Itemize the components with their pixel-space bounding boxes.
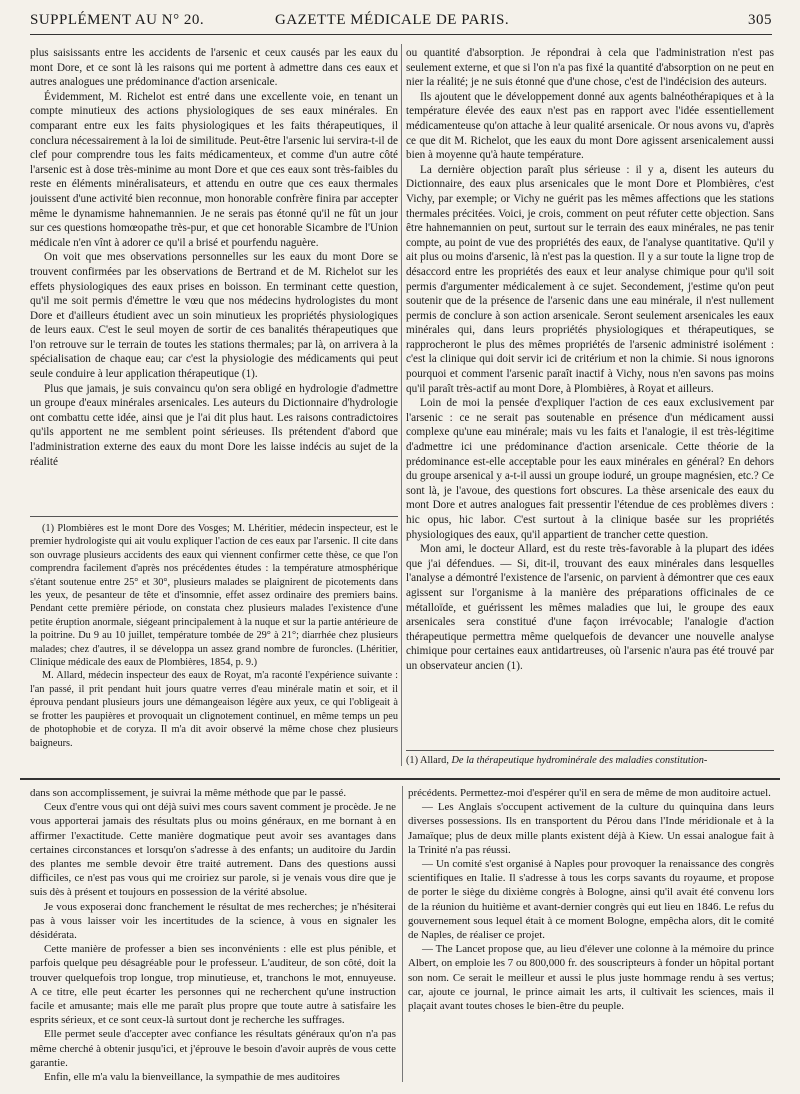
section-divider bbox=[20, 778, 780, 780]
footnote-title: De la thérapeutique hydrominérale des maladies constitution- bbox=[451, 755, 708, 766]
column-divider bbox=[401, 44, 402, 766]
news-item: — Les Anglais s'occupent activement de la culture du quinquina dans leurs diverses possessions. Ils en transportent du Pérou dans l'Inde méridionale et à la Jamaïque; plus de deux mille plants existent déjà à Kiew. Un essai analogue fait à la Trinité n'a pas réussi. bbox=[408, 801, 774, 856]
news-item: — Un comité s'est organisé à Naples pour provoquer la renaissance des congrès scientifiques en Italie. Il s'adresse à tous les corps savants du royaume, et propose de porter le siège du dixième congrès à Bologne, ainsi qu'il avait été convenu lors de la réunion du huitième et avant-dernier congrès qui eut lieu en 1846. Le refus du gouvernement sous lequel était à ce moment Bologne, empêcha alors, dit le comité de Naples, de réaliser ce projet. bbox=[408, 858, 774, 942]
footnote-number: (1) Allard, bbox=[406, 755, 449, 766]
paragraph: Ils ajoutent que le développement donné aux agents balnéothérapiques et à la température élevée des eaux n'est pas en rapport avec l'idée essentiellement médicamenteuse qu'on attache à leur qualité arsenicale. Or nous avons vu, d'après ce que dit M. Richelot, que les eaux du mont Dore agissent arsenicalement aussi bien à moyenne qu'à haute température. bbox=[406, 90, 774, 162]
paragraph: plus saisissants entre les accidents de l'arsenic et ceux causés par les eaux du mont Dore, et ce sont là les raisons qui me portent à admettre dans ces eaux et autres analogues une prédominance d'action arsenicale. bbox=[30, 47, 398, 89]
paragraph: précédents. Permettez-moi d'espérer qu'il en sera de même de mon auditoire actuel. bbox=[408, 787, 771, 799]
column-bottom-left bbox=[30, 786, 396, 1082]
supplement-label: SUPPLÉMENT AU N° 20. bbox=[30, 12, 205, 28]
footnote-right bbox=[406, 750, 774, 772]
running-header bbox=[30, 10, 772, 35]
paragraph: Ceux d'entre vous qui ont déjà suivi mes cours savent comment je procède. Je ne vous apporterai jamais des résultats plus ou moins généraux, en me bornant à en affirmer l'exactitude. Cette manière dogmatique peut avoir ses avantages dans certaines circonstances et lorsqu'on s'adresse à des enfants; un auditoire du Jardin des plantes me semble devoir être traité autrement. Dans des questions aussi difficiles, ce n'est pas vous qui me croiriez sur parole, si je venais vous dire que je suis dès à présent et toujours en possession de la vérité absolue. bbox=[30, 801, 396, 899]
paragraph: dans son accomplissement, je suivrai la même méthode que par le passé. bbox=[30, 787, 347, 799]
paragraph: Plus que jamais, je suis convaincu qu'on sera obligé en hydrologie d'admettre un groupe d'eaux minérales arsenicales. Les auteurs du Dictionnaire d'hydrologie ont combattu cette idée, ainsi que je l'ai dit plus haut. Les raisons contradictoires qu'ils apportent ne me semblent point sérieuses. Ils prétendent d'abord que l'administration externe des eaux du mont Dore les laisse indécis au sujet de la réalité bbox=[30, 382, 398, 468]
paragraph: Elle permet seule d'accepter avec confiance les résultats généraux qu'on n'a pas même cherché à obtenir jusqu'ici, et j'éprouve le besoin d'avoir auprès de vous cette garantie. bbox=[30, 1028, 396, 1069]
footnote: (1) Plombières est le mont Dore des Vosges; M. Lhéritier, médecin inspecteur, est le premier hydrologiste qui ait voulu expliquer l'action de ces eaux par l'arsenic. Il cite dans son ouvrage plusieurs accidents des eaux qui viennent confirmer cette thèse, ce que l'on comprendra facilement d'après nos précédentes études : la température atmosphérique s'étant soutenue entre 25° et 30°, plusieurs malades se plaignirent de picotements dans les yeux, de pesanteur de tête et d'insomnie, effet assez ordinaire des premiers bains. Pendant cette première période, on constata chez plusieurs malades l'existence d'une petite éruption anormale, siégeant principalement à la nuque et sur la partie antérieure de la poitrine. Du 9 au 10 juillet, température tombée de 29° à 21°; diarrhée chez plusieurs malades; chez d'autres, il se développa un assez grand nombre de furoncles. (Lhéritier, Clinique médicale des eaux de Plombières, 1854, p. 9.) bbox=[30, 523, 398, 669]
paragraph: Enfin, elle m'a valu la bienveillance, la sympathie de mes auditoires bbox=[44, 1071, 340, 1082]
paragraph: Mon ami, le docteur Allard, est du reste très-favorable à la plupart des idées que j'ai défendues. — Si, dit-il, trouvant des eaux minérales dans lesquelles l'analyse a démontré l'existence de l'arsenic, on parvient à démontrer que ces eaux agissent sur l'organisme à la manière des préparations officinales de ce métalloïde, et guérissent les mêmes maladies que lui, le groupe des eaux arsenicales sera constitué d'une façon irrévocable; l'analogie d'action thérapeutique permettra même quelquefois de devancer une nouvelle analyse chimique pour certaines eaux antidartreuses, où l'arsenic n'aura pas été trouvé par un observateur ancien (1). bbox=[406, 543, 774, 672]
paragraph: Évidemment, M. Richelot est entré dans une excellente voie, en tenant un compte minutieux des actions physiologiques de ses eaux minérales. En comparant entre eux les faits physiologiques et les faits thérapeutiques, il conclura nécessairement à la loi de similitude. Peut-être l'arsenic lui servira-t-il de clef pour comprendre tous les faits médicamenteux, et comme d'un autre côté l'arsenic est à dose très-minime au mont Dore et que ces eaux sont très-faibles du reste en éléments minéralisateurs, et attendu en outre que ces eaux thermales jouissent d'une activité bien reconnue, mon honorable confrère finira par accepter même le dynamisme hahnemannien. Je ne serais pas étonné qu'il ne fût un jour sur ces questions homœopathe très-pur, et que cet honorable Sicambre de l'Union médicale n'en vînt à adorer ce qu'il a brisé et pourfendu naguère. bbox=[30, 90, 398, 249]
column-bottom-right bbox=[408, 786, 774, 1082]
paragraph: Loin de moi la pensée d'expliquer l'action de ces eaux exclusivement par l'arsenic : ce ne serait pas soutenable en présence d'un médicament aussi complexe qu'une eau minérale; mais vu les faits et l'analogie, il est très-légitime d'admettre ici une prédominance d'action arsenicale. Cette théorie de la prédominance est-elle acceptable pour les eaux minérales en général? En dehors du groupe arsenical y a-t-il aussi un groupe ioduré, un groupe magnésien, etc.? Ce sont là, je l'avoue, des questions fort obscures. La thèse arsenicale des eaux du mont Dore et autres analogues fait pressentir l'étendue de ces problèmes divers : hic opus, hic labor. C'est surtout à la clinique basée sur les propriétés physiologiques des eaux, qu'il appartient de trancher cette question. bbox=[406, 397, 774, 541]
footnotes-left bbox=[30, 522, 398, 760]
paragraph: ou quantité d'absorption. Je répondrai à cela que l'administration n'est pas seulement externe, et que si l'on n'a pas fixé la quantité d'absorption on ne peut en nier la réalité; je ne suis étonné que d'une chose, c'est de l'indécision des auteurs. bbox=[406, 47, 774, 89]
column-divider-bottom bbox=[402, 786, 403, 1082]
news-item: — The Lancet propose que, au lieu d'élever une colonne à la mémoire du prince Albert, on emploie les 7 ou 800,000 fr. des souscripteurs à fonder un hôpital portant son nom. Ce serait le meilleur et aussi le plus juste hommage rendu à ses vertus; car, ajoute ce journal, le prince aimait les arts, il cultivait les sciences, mais il plaçait avant toutes choses le bien-être du peuple. bbox=[408, 943, 774, 1013]
journal-title: GAZETTE MÉDICALE DE PARIS. bbox=[275, 12, 510, 28]
paragraph: On voit que mes observations personnelles sur les eaux du mont Dore se trouvent confirmées par les observations de Bertrand et de M. Richelot sur les effets physiologiques des eaux prises en boisson. En terminant cette question, qu'il me soit permis d'émettre le vœu que nos médecins hydrologistes du mont Dore et d'ailleurs étudient avec un soin minutieux les propriétés physiologiques de leurs eaux. C'est le seul moyen de sortir de ces banalités thérapeutiques que l'on retrouve sur le terrain de toutes les stations thermales; par là, on arrivera à la spécialisation de chaque eau; car c'est la physiologie des médicaments qui peut seule conduire à leur application thérapeutique (1). bbox=[30, 251, 398, 381]
footnote-divider bbox=[30, 516, 398, 517]
footnote: M. Allard, médecin inspecteur des eaux de Royat, m'a raconté l'expérience suivante : l'an passé, il prit pendant huit jours quatre verres d'eau minérale matin et soir, et il éprouva pendant plusieurs jours une démangeaison légère aux yeux, ce qui l'obligeait à se frotter les paupières et provoquait un clignotement continuel, en même temps un peu de photophobie et de coryza. Il m'a dit avoir observé la même chose chez plusieurs baigneurs. bbox=[30, 670, 398, 749]
paragraph: Je vous exposerai donc franchement le résultat de mes recherches; je n'hésiterai pas à vous laisser voir les incertitudes de la science, à vous en signaler les désidérata. bbox=[30, 900, 396, 942]
article-column-top-left bbox=[30, 46, 398, 508]
page-number: 305 bbox=[748, 12, 772, 28]
paragraph: La dernière objection paraît plus sérieuse : il y a, disent les auteurs du Dictionnaire, des eaux plus arsenicales que le mont Dore et Plombières, c'est Vichy, par exemple; or Vichy ne guérit pas les mêmes affections que les stations thermales précitées. Voici, je crois, comment on peut réfuter cette objection. Sans être hahnemannien on peut, surtout sur le terrain des eaux minérales, ne pas tenir compte, au point de vue des propriétés des eaux, de l'analyse quantitative. Qu'il y ait plus ou moins d'arsenic, là n'est pas la question. Il y a sur toute la ligne trop de désaccord entre les propriétés des eaux et leur analyse chimique pour qu'il soit permis d'argumenter médicalement à ce sujet. Secondement, j'estime qu'on peut soutenir que de la présence de l'arsenic dans une eau minérale, il n'est nullement permis de conclure à son action arsenicale. Seront seulement arsenicales les eaux minérales qui, dans leurs propriétés physiologiques et thérapeutiques, se rapprocheront le plus des mêmes propriétés de l'arsenic administré isolément : c'est la clinique qui doit servir ici de critérium et non la chimie. Si nous ignorons pourquoi et comment l'arsenic paraît inactif à Vichy, nous n'en savons pas moins qu'il paraît très-actif au mont Dore, à Plombières, à Royat et ailleurs. bbox=[406, 163, 774, 395]
article-column-top-right bbox=[406, 46, 774, 756]
paragraph: Cette manière de professer a bien ses inconvénients : elle est plus pénible, et parfois quelque peu désagréable pour le professeur. L'auditeur, de son côté, doit la trouver quelquefois trop longue, trop minutieuse, et, tranchons le mot, ennuyeuse. A ce titre, elle peut écarter les personnes qui ne recherchent qu'une instruction facile et amusante; mais elle me paraît plus propre que toute autre à satisfaire les esprits sérieux, et ce sont ceux-là surtout dont je recherche les suffrages. bbox=[30, 943, 396, 1027]
